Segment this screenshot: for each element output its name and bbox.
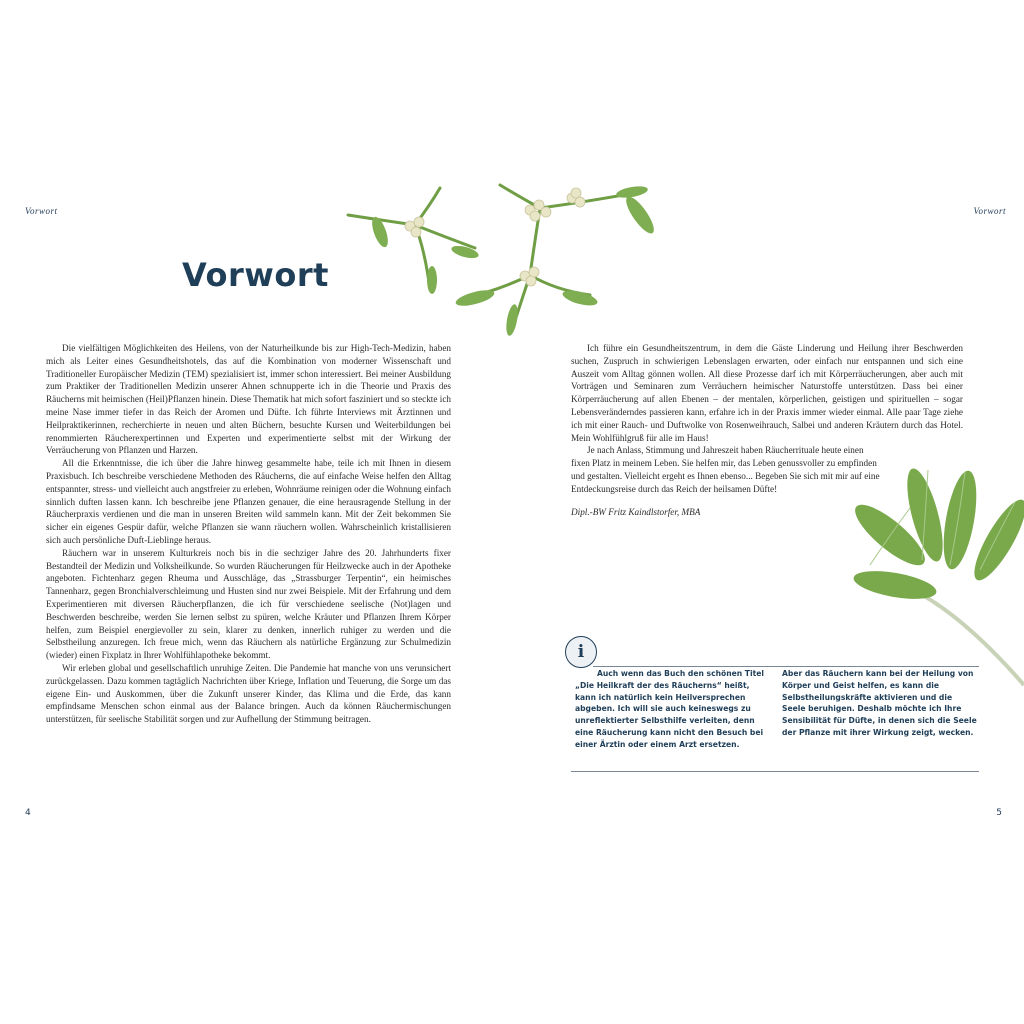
paragraph: Je nach Anlass, Stimmung und Jahreszeit haben Räucherrituale heute einen fixen Platz in meinem Leben. Sie helfen mir, das Leben genussvoller zu empfinden und gestalten. Vielleicht ergeht es Ihnen ebenso... Begeben Sie sich mit mir auf eine Entdeckungsreise durch das Reich der heilsamen Düfte! — [571, 445, 880, 494]
running-head-left: Vorwort — [25, 206, 58, 216]
paragraph: Ich führe ein Gesundheitszentrum, in dem die Gäste Linderung und Heilung ihrer Beschwerden suchen, Zuspruch in schwierigen Lebenslagen erwarten, oder einfach nur entspannen und sich eine Auszeit vom Alltag gönnen wollen. All diese Prozesse darf ich mit Körperräucherungen, aber auch mit Vorträgen und Seminaren zum Verräuchern heimischer Naturstoffe unterstützen. Dass bei einer Körperräucherung auf allen Ebenen – der mentalen, körperlichen, geistigen und spirituellen – sogar Lebensveränderndes passieren kann, erfahre ich in der Praxis immer wieder einmal. Alle paar Tage ziehe ich mit einer Rauch- und Duftwolke von Rosenweihrauch, Salbei und anderen Kräutern durch das Hotel. Mein Wohlfühlgruß für alle im Haus! — [571, 343, 963, 443]
left-body-text — [46, 342, 451, 726]
page-number-right: 5 — [996, 808, 1002, 818]
chapter-title: Vorwort — [182, 256, 329, 294]
page-number-left: 4 — [25, 808, 31, 818]
signature: Dipl.-BW Fritz Kaindlstorfer, MBA — [571, 506, 701, 517]
info-text-left — [575, 668, 771, 751]
paragraph: Wir erleben global und gesellschaftlich unruhige Zeiten. Die Pandemie hat manche von uns verunsichert zurückgelassen. Dazu kommen tagtäglich Nachrichten über Kriege, Inflation und Teuerung, die Sorge um das eigene Ein- und Auskommen, über die Zukunft unserer Kinder, das Klima und die Erde, das kann empfindsame Menschen schon einmal aus der Balance bringen. Auch da können Räuchermischungen unterstützen, für seelische Stabilität sorgen und zur Aufhellung der Stimmung beitragen. — [46, 662, 451, 725]
info-box — [571, 642, 979, 772]
info-divider-bottom — [571, 771, 979, 772]
paragraph: Räuchern war in unserem Kulturkreis noch bis in die sechziger Jahre des 20. Jahrhunderts fixer Bestandteil der Medizin und Volksheilkunde. So wurden Räucherungen für Heilzwecke auch in der Apotheke angeboten. Fichtenharz gegen Rheuma und Ausschläge, das „Strassburger Terpentin“, ein heimisches Tannenharz, gegen Bronchialverschleimung und Husten sind nur zwei Beispiele. Mit der Erfahrung und dem Experimentieren mit diversen Räucherpflanzen, die ich für verschiedene seelische (Not)lagen und Beschwerden beschreibe, werden Sie lernen selbst zu spüren, welche Kräuter und Pflanzen Ihrem Körper helfen, zum Beispiel energievoller zu sein, klarer zu denken, innerlich ruhiger zu werden und die Selbstheilung anzuregen. Ich freue mich, wenn das Räuchern als natürliche Ergänzung zur Schulmedizin (wieder) einen Fixplatz in Ihrer Wohlfühlapotheke bekommt. — [46, 547, 451, 661]
paragraph: All die Erkenntnisse, die ich über die Jahre hinweg gesammelte habe, teile ich mit Ihnen in diesem Praxisbuch. Ich beschreibe verschiedene Methoden des Räucherns, die auf einfache Weise helfen den Alltag entspannter, stress- und vielleicht auch angstfreier zu erleben, Wohnräume reinigen oder die Wohnung einfach sinnlich duften lassen kann. Ich beschreibe jene Pflanzen genauer, die eine herausragende Stellung in der Räucherpraxis verdienen und die man in unseren Breiten wild sammeln kann. Mit der Zeit bekommen Sie sicher ein eigenes Gespür dafür, welche Pflanzen sie wann räuchern wollen. Wahrscheinlich kristallisieren sich auch persönliche Duft-Lieblinge heraus. — [46, 458, 451, 545]
paragraph: Die vielfältigen Möglichkeiten des Heilens, von der Naturheilkunde bis zur High-Tech-Medizin, haben mich als Leiter eines Gesundheitshotels, das auf die Kombination von moderner Wissenschaft und Traditioneller Europäischer Medizin (TEM) spezialisiert ist, immer schon interessiert. Bei meiner Ausbildung zum Praktiker der Traditionellen Medizin unserer Ahnen schnupperte ich in die Theorie und Praxis des Räucherns mit heimischen (Heil)Pflanzen hinein. Diese Thematik hat mich sofort fasziniert und so steckte ich meine Nase immer tiefer in das Reich der Aromen und Düfte. Ich führte Interviews mit Ärztinnen und Heilpraktikerinnen, recherchierte in neuen und alten Büchern, besuchte Kursen und Weiterbildungen bei renommierten Räucherexpertinnen und Experten und experimentierte selbst mit der Wirkung der Verräucherung von Pflanzen und Harzen. — [46, 343, 451, 456]
info-text-right: Aber das Räuchern kann bei der Heilung von Körper und Geist helfen, es kann die Selbstheilungskräfte aktivieren und die Seele beruhigen. Deshalb möchte ich Ihre Sensibilität für Düfte, in denen sich die Seele der Pflanze mit ihrer Wirkung zeigt, wecken. — [782, 669, 977, 737]
info-text-left-content: Auch wenn das Buch den schönen Titel „Die Heilkraft der des Räucherns“ heißt, kann ich natürlich kein Heilversprechen abgeben. Ich will sie auch keineswegs zu unreflektierter Selbsthilfe verleiten, denn eine Räucherung kann nicht den Besuch bei einer Ärztin oder einem Arzt ersetzen. — [575, 669, 764, 749]
info-icon: i — [565, 636, 597, 668]
info-divider-top — [593, 666, 979, 667]
running-head-right: Vorwort — [973, 206, 1006, 216]
